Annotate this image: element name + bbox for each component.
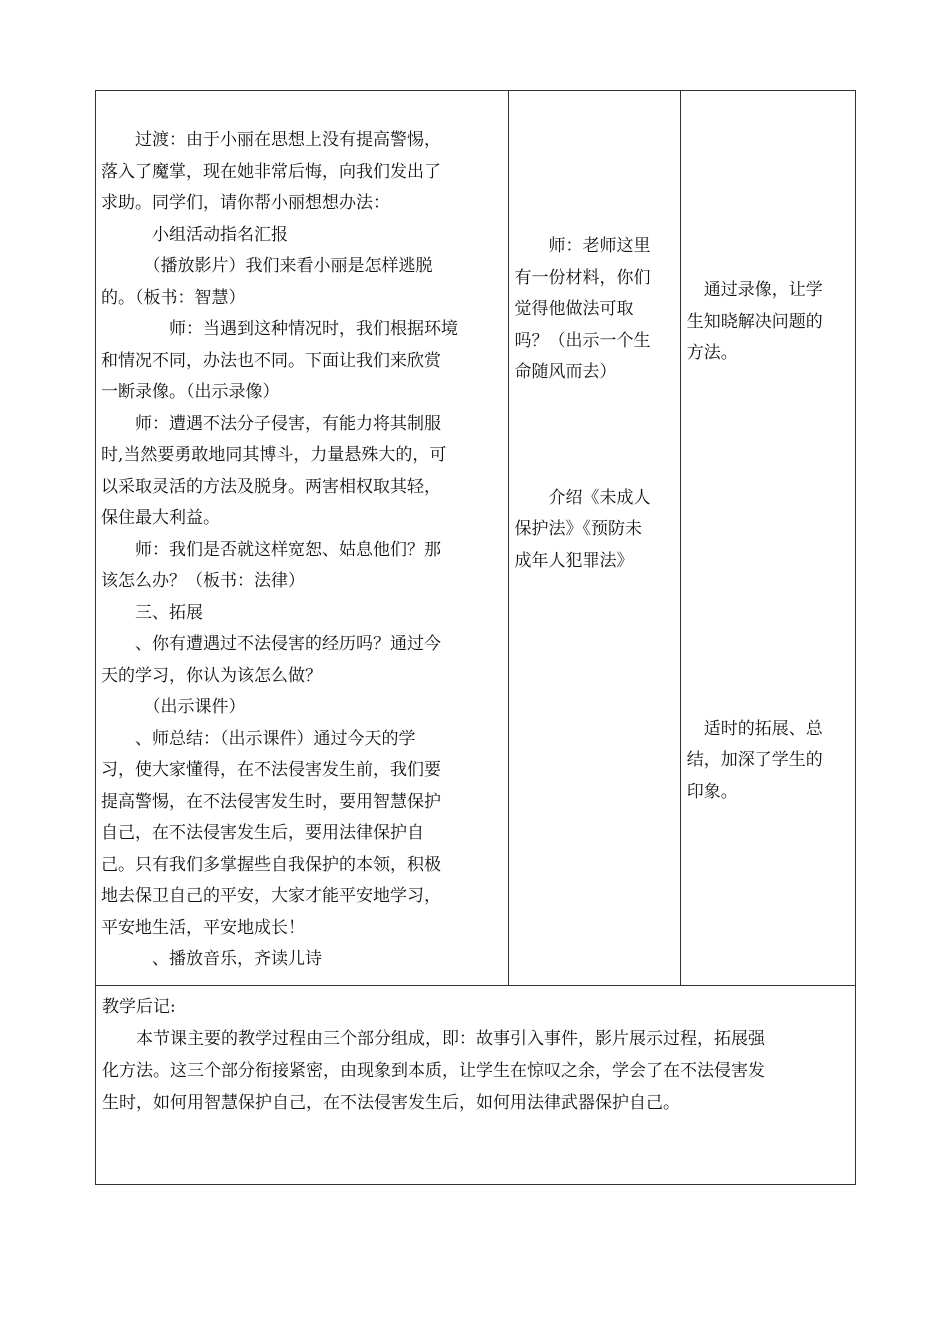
text-line: 己。只有我们多掌握些自我保护的本领，积极 [101, 854, 441, 875]
notes-heading: 教学后记: [102, 997, 176, 1017]
design-intent-block-2 [687, 714, 851, 809]
teaching-process-cell [96, 91, 509, 986]
notes-body [102, 1023, 849, 1119]
teacher-activity-block-2 [515, 483, 676, 578]
text-line: 小组活动指名汇报 [101, 224, 288, 245]
text-line: 平安地生活，平安地成长！ [101, 917, 305, 938]
teaching-notes-cell [96, 986, 856, 1185]
text-line: 师：老师这里 [514, 236, 651, 256]
text-line: 觉得他做法可取 [514, 299, 634, 319]
text-line: 、师总结：（出示课件）通过今天的学 [101, 728, 416, 749]
text-line: 适时的拓展、总 [686, 718, 823, 739]
teaching-process-text [96, 91, 508, 976]
text-line: 、你有遭遇过不法侵害的经历吗？通过今 [101, 634, 441, 654]
text-line: 师：遭遇不法分子侵害，有能力将其制服 [101, 413, 441, 434]
text-line: 自己，在不法侵害发生后，要用法律保护自 [101, 823, 424, 843]
text-line: （播放影片）我们来看小丽是怎样逃脱 [101, 256, 433, 276]
lesson-plan-table [95, 90, 856, 1185]
text-line: 命随风而去） [514, 362, 617, 382]
notes-text-line: 化方法。这三个部分衔接紧密，由现象到本质，让学生在惊叹之余，学会了在不法侵害发 [102, 1061, 765, 1081]
text-line: 三、拓展 [101, 602, 203, 623]
text-line: 、播放音乐，齐读儿诗 [101, 949, 322, 969]
text-line: 印象。 [686, 781, 738, 802]
text-line: 时,当然要勇敢地同其博斗，力量悬殊大的，可 [101, 445, 447, 465]
text-line: 师：我们是否就这样宽恕、姑息他们？那 [101, 539, 441, 560]
text-line: 方法。 [686, 343, 738, 363]
text-line: 习，使大家懂得，在不法侵害发生前，我们要 [101, 760, 441, 780]
text-line: 过渡：由于小丽在思想上没有提高警惕， [101, 130, 441, 150]
text-line: 该怎么办？（板书：法律） [101, 571, 305, 591]
text-line: 求助。同学们，请你帮小丽想想办法： [101, 193, 390, 213]
teacher-activity-cell [508, 91, 680, 986]
text-line: 和情况不同，办法也不同。下面让我们来欣赏 [101, 350, 441, 371]
text-line: 生知晓解决问题的 [686, 311, 823, 332]
teacher-activity-text [509, 91, 680, 577]
design-intent-cell [680, 91, 855, 986]
text-line: 师：当遇到这种情况时，我们根据环境 [101, 319, 458, 339]
teacher-activity-block-1 [515, 231, 676, 389]
notes-row [96, 986, 856, 1185]
design-intent-text [681, 91, 855, 808]
text-line: 结，加深了学生的 [686, 750, 823, 770]
text-line: 保住最大利益。 [101, 508, 220, 528]
text-line: 的。（板书：智慧） [101, 287, 246, 308]
notes-text-line: 生时，如何用智慧保护自己，在不法侵害发生后，如何用法律武器保护自己。 [102, 1093, 680, 1113]
text-line: 天的学习，你认为该怎么做？ [101, 665, 322, 686]
text-line: 落入了魔掌，现在她非常后悔，向我们发出了 [101, 161, 441, 182]
text-line: 通过录像，让学 [686, 280, 823, 300]
text-line: （出示课件） [101, 697, 246, 717]
text-line: 地去保卫自己的平安，大家才能平安地学习， [101, 886, 441, 906]
design-intent-block-1 [687, 275, 851, 370]
text-line: 成年人犯罪法》 [514, 550, 634, 571]
text-line: 介绍《未成人 [514, 487, 651, 508]
text-line: 提高警惕，在不法侵害发生时，要用智慧保护 [101, 791, 441, 812]
text-line: 保护法》《预防未 [514, 519, 643, 539]
lesson-row [96, 91, 856, 986]
text-line: 以采取灵活的方法及脱身。两害相权取其轻， [101, 476, 441, 497]
notes-text-line: 本节课主要的教学过程由三个部分组成，即：故事引入事件，影片展示过程，拓展强 [102, 1029, 765, 1049]
text-line: 有一份材料，你们 [514, 267, 651, 288]
text-line: 吗？（出示一个生 [514, 330, 651, 351]
text-line: 一断录像。（出示录像） [101, 382, 280, 402]
